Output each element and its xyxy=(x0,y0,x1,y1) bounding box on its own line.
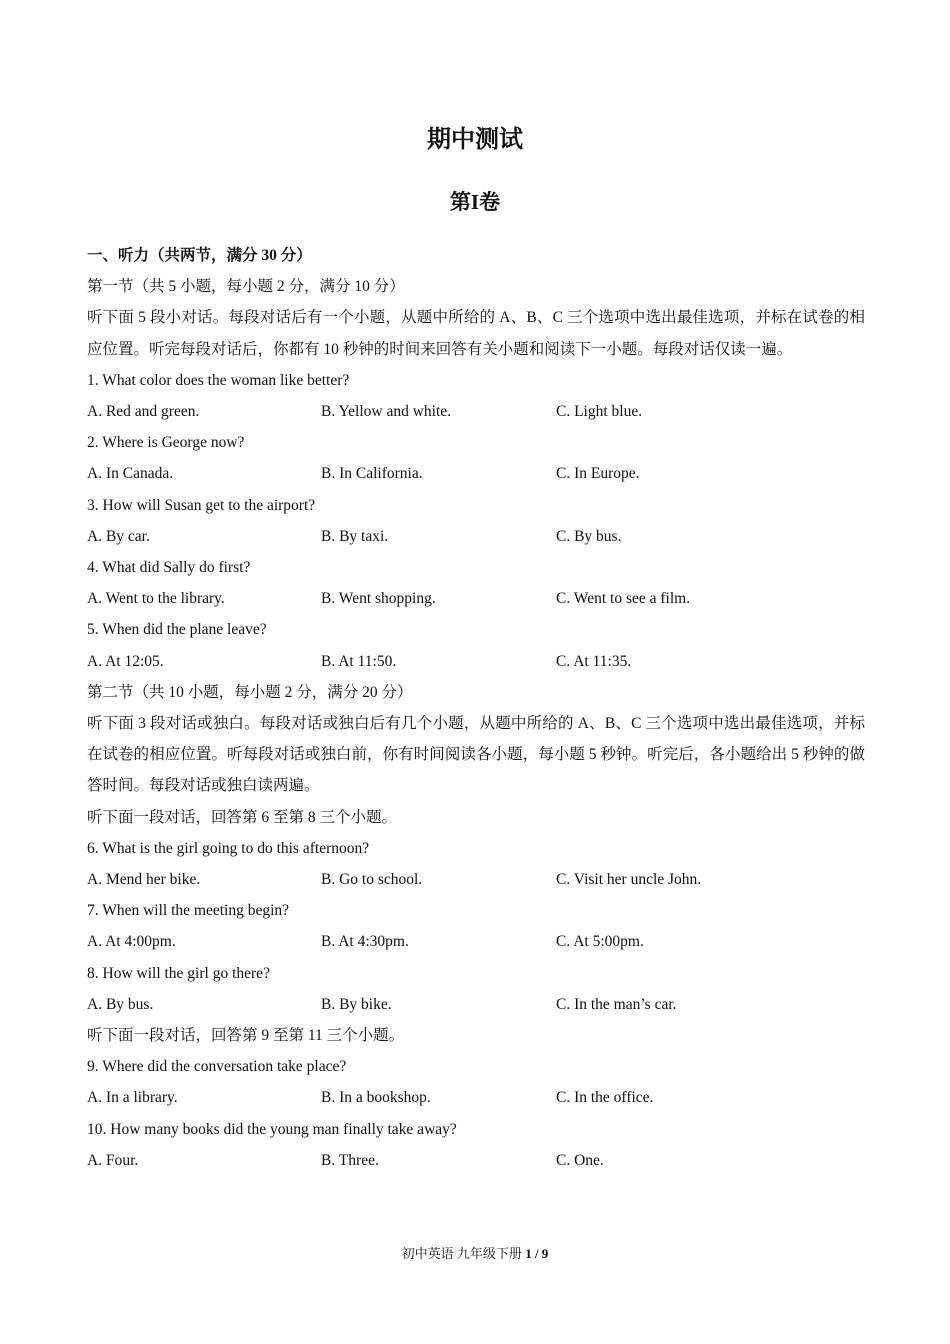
question-2-options xyxy=(87,458,865,489)
dialog1-intro: 听下面一段对话，回答第 6 至第 8 三个小题。 xyxy=(87,808,398,826)
option-b: B. In California. xyxy=(321,465,423,483)
option-c: C. In Europe. xyxy=(556,465,640,483)
option-c: C. Went to see a film. xyxy=(556,590,691,608)
question-6: 6. What is the girl going to do this afternoon? xyxy=(87,839,370,857)
page-number: 1 / 9 xyxy=(525,1246,549,1261)
question-3-options xyxy=(87,521,865,552)
option-c: C. By bus. xyxy=(556,527,622,545)
question-7: 7. When will the meeting begin? xyxy=(87,902,290,920)
question-8: 8. How will the girl go there? xyxy=(87,964,270,982)
option-a: A. In Canada. xyxy=(87,465,174,483)
option-c: C. One. xyxy=(556,1151,604,1169)
option-c: C. At 5:00pm. xyxy=(556,933,644,951)
part1-heading: 第一节（共 5 小题，每小题 2 分，满分 10 分） xyxy=(87,278,405,296)
question-2: 2. Where is George now? xyxy=(87,434,245,452)
option-c: C. At 11:35. xyxy=(556,652,632,670)
question-3: 3. How will Susan get to the airport? xyxy=(87,496,316,514)
option-a: A. Red and green. xyxy=(87,403,200,421)
option-a: A. By car. xyxy=(87,527,150,545)
part2-heading: 第二节（共 10 小题，每小题 2 分，满分 20 分） xyxy=(87,683,413,701)
exam-content xyxy=(87,240,865,1176)
question-4-options xyxy=(87,583,865,614)
option-a: A. At 4:00pm. xyxy=(87,933,176,951)
question-8-options xyxy=(87,989,865,1020)
option-b: B. By taxi. xyxy=(321,527,389,545)
option-a: A. In a library. xyxy=(87,1089,178,1107)
volume-title: 第I卷 xyxy=(449,190,501,214)
section-heading: 一、听力（共两节，满分 30 分） xyxy=(87,247,312,264)
page-title: 期中测试 xyxy=(427,127,523,153)
option-b: B. At 11:50. xyxy=(321,652,397,670)
option-a: A. At 12:05. xyxy=(87,652,164,670)
part2-instructions: 听下面 3 段对话或独白。每段对话或独白后有几个小题，从题中所给的 A、B、C 三个选项中选出最佳选项，并标在试卷的相应位置。听每段对话或独白前，你有时间阅读各小题，每小题 5 秒钟。听完后，各小题给出 5 秒钟的做答时间。每段对话或独白读两遍。 xyxy=(87,715,865,795)
option-a: A. Mend her bike. xyxy=(87,871,201,889)
question-1: 1. What color does the woman like better? xyxy=(87,371,350,389)
question-10: 10. How many books did the young man finally take away? xyxy=(87,1120,457,1138)
option-b: B. In a bookshop. xyxy=(321,1089,431,1107)
option-a: A. Went to the library. xyxy=(87,590,225,608)
option-b: B. At 4:30pm. xyxy=(321,933,409,951)
option-b: B. Go to school. xyxy=(321,871,423,889)
question-9: 9. Where did the conversation take place? xyxy=(87,1058,347,1076)
option-b: B. Three. xyxy=(321,1151,379,1169)
option-b: B. Yellow and white. xyxy=(321,403,452,421)
option-c: C. Light blue. xyxy=(556,403,643,421)
part1-instructions: 听下面 5 段小对话。每段对话后有一个小题，从题中所给的 A、B、C 三个选项中选出最佳选项，并标在试卷的相应位置。听完每段对话后，你都有 10 秒钟的时间来回答有关小题和阅读下一小题。每段对话仅读一遍。 xyxy=(87,309,865,358)
question-1-options xyxy=(87,396,865,427)
question-5: 5. When did the plane leave? xyxy=(87,621,267,639)
dialog2-intro: 听下面一段对话，回答第 9 至第 11 三个小题。 xyxy=(87,1027,405,1045)
option-c: C. In the office. xyxy=(556,1089,654,1107)
option-c: C. In the man’s car. xyxy=(556,995,677,1013)
question-6-options xyxy=(87,864,865,895)
option-b: B. By bike. xyxy=(321,995,392,1013)
option-c: C. Visit her uncle John. xyxy=(556,871,702,889)
footer-text: 初中英语 九年级下册 xyxy=(401,1246,522,1261)
question-9-options xyxy=(87,1082,865,1113)
option-a: A. Four. xyxy=(87,1151,139,1169)
question-10-options xyxy=(87,1145,865,1176)
page-footer xyxy=(0,1244,950,1264)
option-b: B. Went shopping. xyxy=(321,590,436,608)
question-4: 4. What did Sally do first? xyxy=(87,559,251,577)
option-a: A. By bus. xyxy=(87,995,154,1013)
question-7-options xyxy=(87,926,865,957)
question-5-options xyxy=(87,646,865,677)
